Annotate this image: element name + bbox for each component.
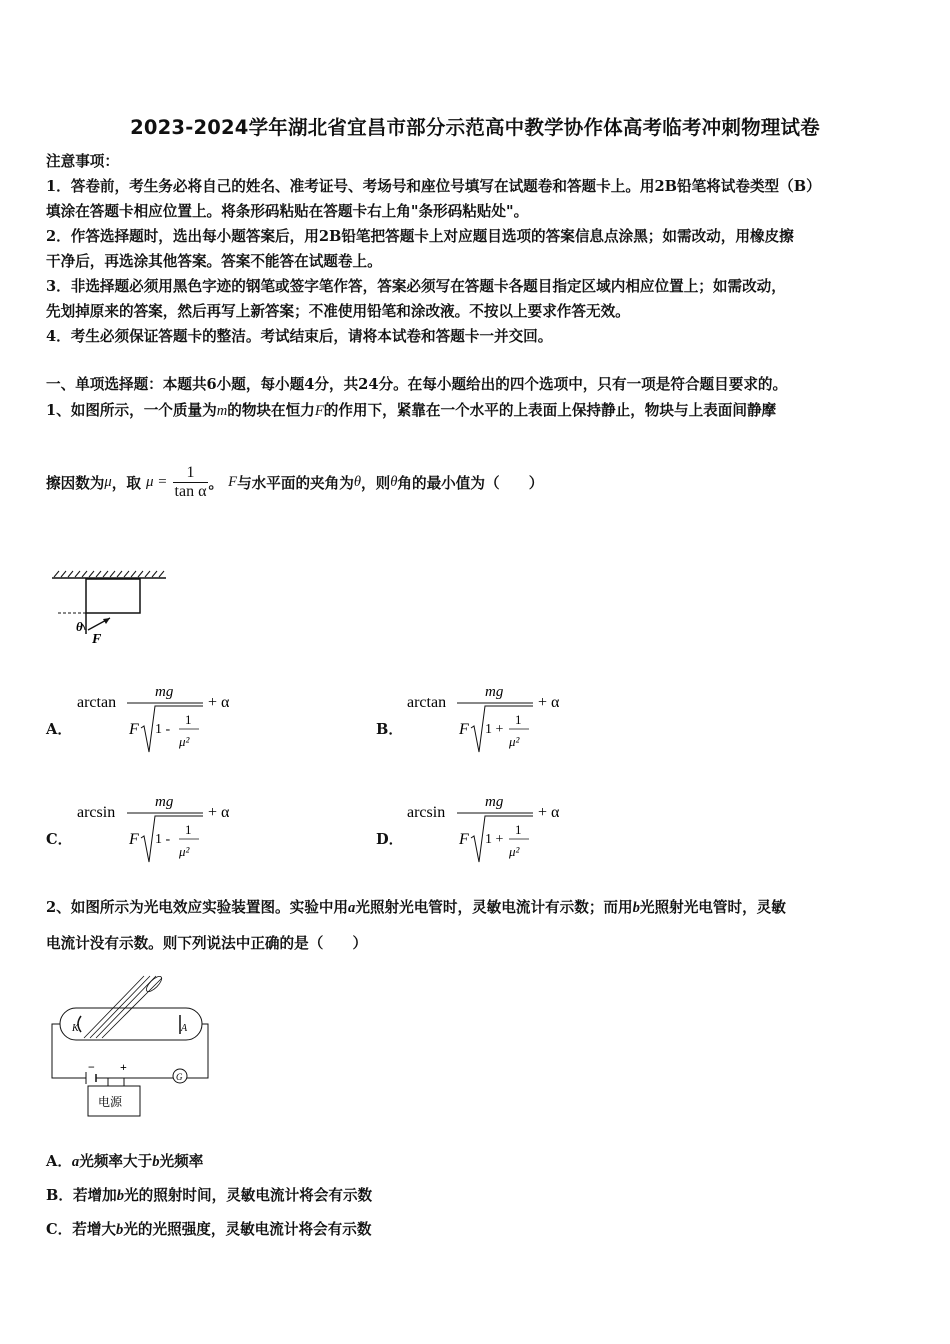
den-F: F bbox=[459, 831, 469, 848]
notice-line: 3．非选择题必须用黑色字迹的钢笔或签字笔作答，答案必须写在答题卡各题目指定区域内相应位置上；如需改动， bbox=[46, 278, 786, 295]
notice-line: 2．作答选择题时，选出每小题答案后，用2B铅笔把答题卡上对应题目选项的答案信息点涂黑；如需改动，用橡皮擦 bbox=[46, 228, 794, 245]
q1-stem-line2: 擦因数为μ，取 μ = $\frac{1}{\text{tan α}}$ 。 F与水平面的夹角为θ，则θ角的最小值为（ ） bbox=[46, 464, 544, 500]
theta-label: θ bbox=[76, 619, 83, 634]
notice-line: 干净后，再选涂其他答案。答案不能答在试题卷上。 bbox=[46, 253, 382, 270]
page-title: 2023-2024学年湖北省宜昌市部分示范高中教学协作体高考临考冲刺物理试卷 bbox=[130, 116, 820, 139]
q1-option-c-formula[interactable] bbox=[75, 790, 255, 870]
sub-mu2: μ² bbox=[509, 734, 520, 749]
func-label: arcsin bbox=[77, 804, 116, 821]
q2-option-c[interactable]: C．若增大b光的光照强度，灵敏电流计将会有示数 bbox=[46, 1221, 372, 1238]
sub-mu2: μ² bbox=[509, 844, 520, 859]
minus-label: − bbox=[88, 1060, 95, 1074]
den-inner: 1 + bbox=[485, 722, 504, 737]
galvanometer-label: G bbox=[176, 1072, 183, 1082]
wire-left bbox=[52, 1024, 86, 1078]
q1-option-a-letter[interactable]: A． bbox=[46, 721, 72, 738]
notice-line: 1．答卷前，考生务必将自己的姓名、准考证号、考场号和座位号填写在试题卷和答题卡上。用2B铅笔将试卷类型（B） bbox=[46, 178, 821, 195]
q2-stem-line2: 电流计没有示数。则下列说法中正确的是（ ） bbox=[46, 935, 368, 952]
sub-one: 1 bbox=[185, 822, 192, 837]
den-F: F bbox=[459, 721, 469, 738]
ceiling-hatch bbox=[54, 571, 164, 577]
plus-label: + bbox=[120, 1060, 127, 1074]
light-beam bbox=[84, 976, 162, 1038]
den-inner: 1 - bbox=[155, 722, 171, 737]
sub-mu2: μ² bbox=[179, 734, 190, 749]
notice-heading: 注意事项： bbox=[46, 153, 119, 170]
den-F: F bbox=[129, 721, 139, 738]
sub-one: 1 bbox=[515, 822, 522, 837]
q1-option-c-letter[interactable]: C． bbox=[46, 831, 73, 848]
notice-line: 先划掉原来的答案，然后再写上新答案；不准使用铅笔和涂改液。不按以上要求作答无效。 bbox=[46, 303, 630, 320]
q1-option-d-formula[interactable] bbox=[405, 790, 585, 870]
q1-figure bbox=[48, 570, 173, 650]
den-inner: 1 + bbox=[485, 832, 504, 847]
den-inner: 1 - bbox=[155, 832, 171, 847]
force-label: F bbox=[92, 632, 102, 647]
q1-stem-line1: 1、如图所示，一个质量为m的物块在恒力F的作用下，紧靠在一个水平的上表面上保持静止，物块与上表面间静摩 bbox=[46, 402, 777, 419]
numerator: mg bbox=[485, 794, 504, 810]
sub-one: 1 bbox=[515, 712, 522, 727]
mu-equals: μ = bbox=[146, 474, 168, 490]
notice-line: 4．考生必须保证答题卡的整洁。考试结束后，请将本试卷和答题卡一并交回。 bbox=[46, 328, 553, 345]
cathode-label: K bbox=[72, 1023, 79, 1034]
section-heading: 一、单项选择题：本题共6小题，每小题4分，共24分。在每小题给出的四个选项中，只有一项是符合题目要求的。 bbox=[46, 376, 788, 393]
func-label: arctan bbox=[77, 694, 117, 711]
func-label: arctan bbox=[407, 694, 447, 711]
den-F: F bbox=[129, 831, 139, 848]
one-over-tan-alpha: $\frac{1}{\text{tan α}}$ bbox=[174, 464, 207, 500]
q1-option-a-formula[interactable] bbox=[75, 680, 255, 760]
q2-figure bbox=[48, 968, 218, 1123]
numerator: mg bbox=[155, 684, 174, 700]
plus-alpha: + α bbox=[538, 694, 560, 711]
q1-option-d-letter[interactable]: D． bbox=[376, 831, 404, 848]
anode-label: A bbox=[181, 1023, 188, 1034]
q2-option-a[interactable]: A．a光频率大于b光频率 bbox=[46, 1153, 204, 1170]
notice-line: 填涂在答题卡相应位置上。将条形码粘贴在答题卡右上角"条形码粘贴处"。 bbox=[46, 203, 529, 220]
q2-option-b[interactable]: B．若增加b光的照射时间，灵敏电流计将会有示数 bbox=[46, 1187, 373, 1204]
power-source-label: 电源 bbox=[98, 1095, 123, 1109]
sub-one: 1 bbox=[185, 712, 192, 727]
plus-alpha: + α bbox=[208, 804, 230, 821]
q1-option-b-formula[interactable] bbox=[405, 680, 585, 760]
numerator: mg bbox=[485, 684, 504, 700]
block bbox=[86, 579, 140, 613]
numerator: mg bbox=[155, 794, 174, 810]
plus-alpha: + α bbox=[208, 694, 230, 711]
q2-stem-line1: 2、如图所示为光电效应实验装置图。实验中用a光照射光电管时，灵敏电流计有示数；而用b光照射光电管时，灵敏 bbox=[46, 899, 786, 916]
q1-option-b-letter[interactable]: B． bbox=[376, 721, 403, 738]
func-label: arcsin bbox=[407, 804, 446, 821]
sub-mu2: μ² bbox=[179, 844, 190, 859]
plus-alpha: + α bbox=[538, 804, 560, 821]
